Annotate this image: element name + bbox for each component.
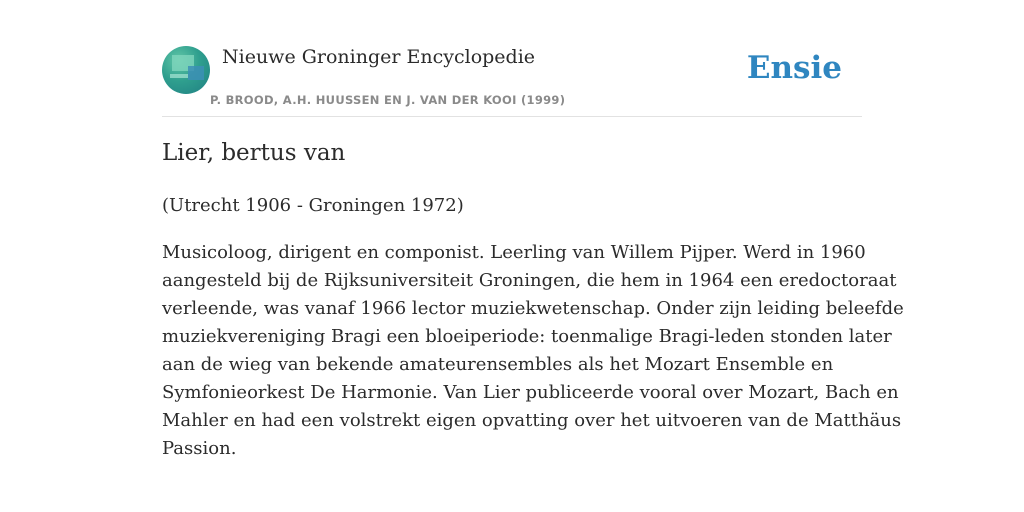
cover-block	[188, 66, 204, 80]
encyclopedia-cover-icon[interactable]	[162, 46, 210, 94]
source-authors: P. BROOD, A.H. HUUSSEN EN J. VAN DER KOOI (1999)	[210, 93, 566, 107]
body-line: aangesteld bij de Rijksuniversiteit Groningen, die hem in 1964 een eredoctoraat	[162, 270, 897, 291]
body-line: Passion.	[162, 438, 237, 459]
body-line: Musicoloog, dirigent en componist. Leerling van Willem Pijper. Werd in 1960	[162, 242, 866, 263]
entry-subtitle: (Utrecht 1906 - Groningen 1972)	[162, 195, 464, 216]
body-line: Symfonieorkest De Harmonie. Van Lier publiceerde vooral over Mozart, Bach en	[162, 382, 899, 403]
body-line: aan de wieg van bekende amateurensembles als het Mozart Ensemble en	[162, 354, 834, 375]
brand-logo[interactable]: Ensie	[746, 50, 842, 86]
entry-body	[162, 239, 904, 463]
entry-card	[162, 0, 904, 512]
source-title[interactable]: Nieuwe Groninger Encyclopedie	[222, 46, 536, 68]
body-line: Mahler en had een volstrekt eigen opvatting over het uitvoeren van de Matthäus	[162, 410, 902, 431]
body-line: muziekvereniging Bragi een bloeiperiode: toenmalige Bragi-leden stonden later	[162, 326, 892, 347]
source-header	[162, 46, 862, 117]
cover-block	[170, 74, 188, 78]
body-line: verleende, was vanaf 1966 lector muziekwetenschap. Onder zijn leiding beleefde	[162, 298, 904, 319]
entry-title: Lier, bertus van	[162, 140, 346, 166]
